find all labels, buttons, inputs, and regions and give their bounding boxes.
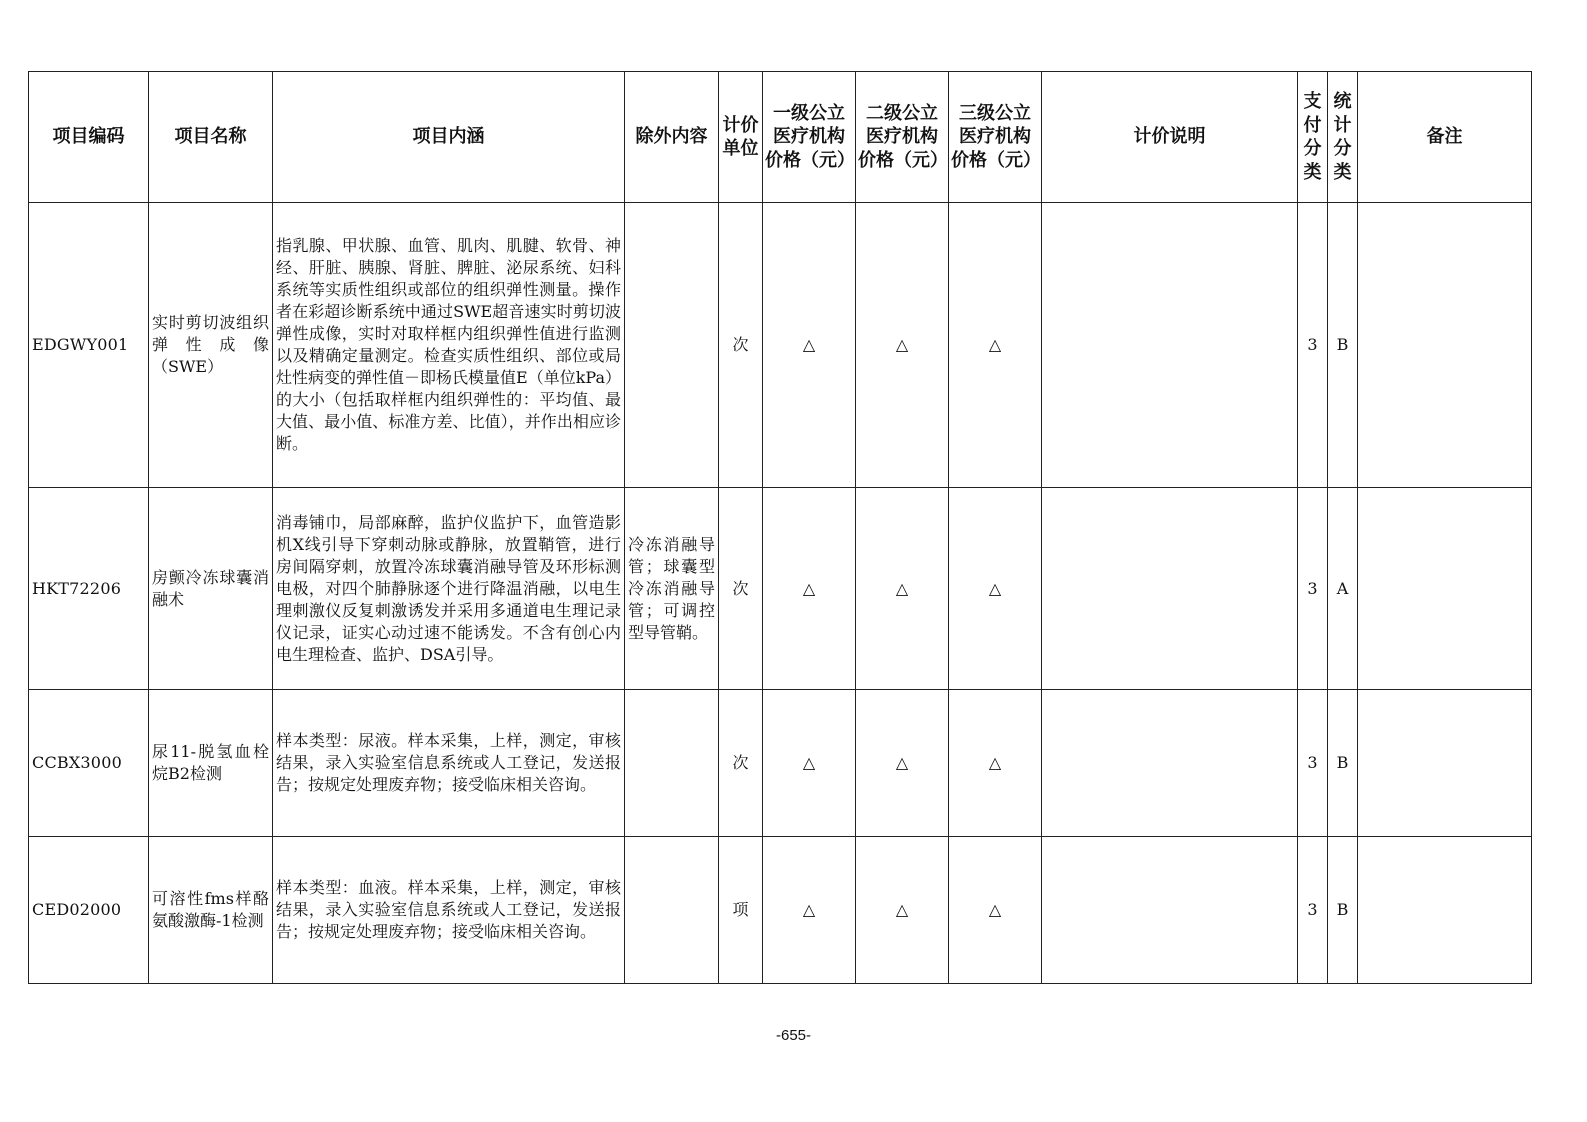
cell-unit: 次 [719,203,763,488]
header-name: 项目名称 [149,72,273,203]
cell-level1-price: △ [763,488,856,690]
cell-level2-price: △ [856,837,949,984]
cell-level2-price: △ [856,203,949,488]
cell-remarks [1358,488,1532,690]
cell-pricing-note [1042,203,1298,488]
cell-payment-class: 3 [1298,690,1328,837]
cell-name: 尿11-脱氢血栓烷B2检测 [149,690,273,837]
cell-level1-price: △ [763,690,856,837]
page-number: -655- [775,1027,812,1044]
header-content: 项目内涵 [273,72,625,203]
cell-exclusion [625,690,719,837]
cell-level2-price: △ [856,488,949,690]
cell-unit: 项 [719,837,763,984]
cell-exclusion: 冷冻消融导管；球囊型冷冻消融导管；可调控型导管鞘。 [625,488,719,690]
cell-remarks [1358,837,1532,984]
header-unit: 计价单位 [719,72,763,203]
cell-payment-class: 3 [1298,488,1328,690]
cell-remarks [1358,203,1532,488]
cell-stat-class: A [1328,488,1358,690]
pricing-table [28,71,1532,984]
cell-payment-class: 3 [1298,837,1328,984]
cell-content: 样本类型：尿液。样本采集，上样，测定，审核结果，录入实验室信息系统或人工登记，发送报告；按规定处理废弃物；接受临床相关咨询。 [273,690,625,837]
cell-exclusion [625,203,719,488]
cell-level3-price: △ [949,488,1042,690]
header-level3-price: 三级公立医疗机构价格（元） [949,72,1042,203]
cell-payment-class: 3 [1298,203,1328,488]
table-row [29,837,1532,984]
cell-level1-price: △ [763,837,856,984]
cell-pricing-note [1042,837,1298,984]
cell-stat-class: B [1328,203,1358,488]
cell-code: CED02000 [29,837,149,984]
cell-pricing-note [1042,690,1298,837]
header-row [29,72,1532,203]
table-row [29,488,1532,690]
cell-unit: 次 [719,488,763,690]
cell-content: 指乳腺、甲状腺、血管、肌肉、肌腱、软骨、神经、肝脏、胰腺、肾脏、脾脏、泌尿系统、妇科系统等实质性组织或部位的组织弹性测量。操作者在彩超诊断系统中通过SWE超音速实时剪切波弹性成像，实时对取样框内组织弹性值进行监测以及精确定量测定。检查实质性组织、部位或局灶性病变的弹性值－即杨氏模量值E（单位kPa）的大小（包括取样框内组织弹性的：平均值、最大值、最小值、标准方差、比值），并作出相应诊断。 [273,203,625,488]
cell-name: 实时剪切波组织弹性成像（SWE） [149,203,273,488]
header-remarks: 备注 [1358,72,1532,203]
cell-level1-price: △ [763,203,856,488]
cell-level3-price: △ [949,690,1042,837]
header-code: 项目编码 [29,72,149,203]
cell-name: 可溶性fms样酪氨酸激酶-1检测 [149,837,273,984]
cell-content: 消毒铺巾，局部麻醉，监护仪监护下，血管造影机X线引导下穿刺动脉或静脉，放置鞘管，进行房间隔穿刺，放置冷冻球囊消融导管及环形标测电极，对四个肺静脉逐个进行降温消融，以电生理刺激仪反复刺激诱发并采用多通道电生理记录仪记录，证实心动过速不能诱发。不含有创心内电生理检查、监护、DSA引导。 [273,488,625,690]
cell-level2-price: △ [856,690,949,837]
cell-unit: 次 [719,690,763,837]
header-pricing-note: 计价说明 [1042,72,1298,203]
cell-content: 样本类型：血液。样本采集，上样，测定，审核结果，录入实验室信息系统或人工登记，发送报告；按规定处理废弃物；接受临床相关咨询。 [273,837,625,984]
cell-stat-class: B [1328,837,1358,984]
header-exclusion: 除外内容 [625,72,719,203]
header-payment-class: 支付分类 [1298,72,1328,203]
cell-exclusion [625,837,719,984]
cell-code: EDGWY001 [29,203,149,488]
cell-code: HKT72206 [29,488,149,690]
cell-stat-class: B [1328,690,1358,837]
cell-code: CCBX3000 [29,690,149,837]
cell-name: 房颤冷冻球囊消融术 [149,488,273,690]
table-row [29,690,1532,837]
header-level2-price: 二级公立医疗机构价格（元） [856,72,949,203]
cell-level3-price: △ [949,837,1042,984]
header-level1-price: 一级公立医疗机构价格（元） [763,72,856,203]
cell-remarks [1358,690,1532,837]
cell-pricing-note [1042,488,1298,690]
table-row [29,203,1532,488]
header-stat-class: 统计分类 [1328,72,1358,203]
cell-level3-price: △ [949,203,1042,488]
